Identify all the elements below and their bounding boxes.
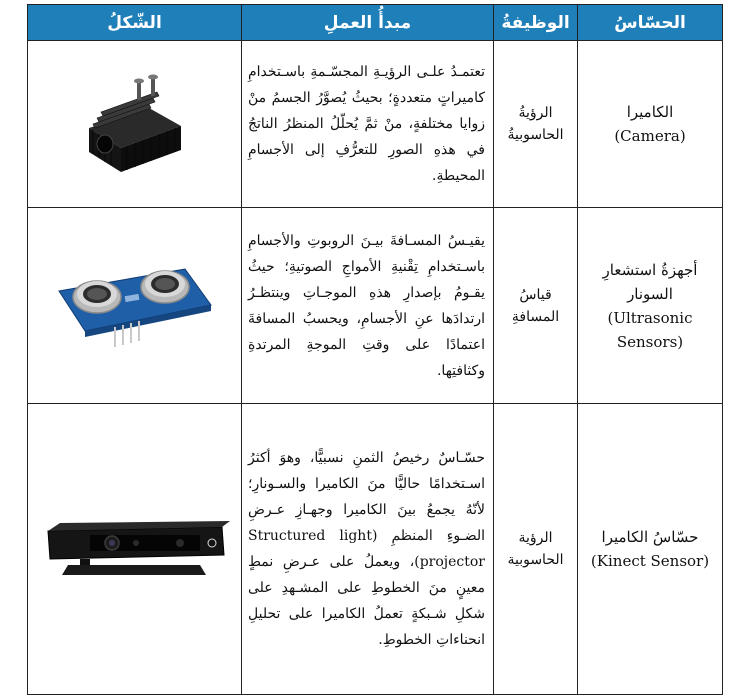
header-sensor: الحسّاسُ	[578, 5, 723, 41]
sensor-name-cell	[578, 208, 723, 404]
shape-cell	[28, 41, 242, 208]
function-cell	[494, 208, 578, 404]
function-line: الرؤيةُ	[518, 105, 553, 121]
principle-text: تعتمـدُ علـى الرؤيـةِ المجسّـمةِ باسـتخدامِ كاميراتٍ متعددةٍ؛ بحيثُ يُصوَّرُ الجسمُ منْ زوايا مختلفةٍ، منْ ثمَّ يُحلّلُ المنظرُ الناتجُ في هذهِ الصورِ للتعرُّفِ إلى الأجسامِ المحيطةِ.	[242, 41, 494, 208]
sensors-table	[27, 4, 723, 695]
header-principle: مبدأُ العملِ	[242, 5, 494, 41]
sensor-name-cell	[578, 41, 723, 208]
table-row	[28, 404, 723, 695]
principle-text: حسّـاسٌ رخيصُ الثمنِ نسبيًّا، وهوَ أكثرُ اسـتخدامًا حاليًّا منَ الكاميرا والسـونارِ؛ لأنّهُ يجمعُ بينَ الكاميرا وجهـازِ عـرضِ الضـوءِ المنظمِ (Structured light projector)، ويعملُ على عـرضِ نمطٍ معينٍ منَ الخطوطِ على المشـهدِ على شكلِ شـبكةٍ تعملُ الكاميرا على تحليلِ انحناءاتِ الخطوطِ.	[242, 404, 494, 695]
ultrasonic-sensor-image	[55, 261, 215, 351]
sensor-name-en: Sensors)	[616, 332, 684, 351]
sensor-name-en: (Kinect Sensor)	[590, 552, 710, 570]
function-cell	[494, 404, 578, 695]
heatsink-camera-image	[79, 68, 191, 180]
function-line: قياسُ	[519, 286, 552, 303]
function-cell	[494, 41, 578, 208]
header-shape: الشّكلُ	[28, 5, 242, 41]
function-line: الحاسوبيةُ	[507, 127, 564, 143]
sensor-name-en: (Camera)	[614, 127, 686, 145]
function-line: الرؤية	[518, 530, 553, 546]
sensor-name-en: (Ultrasonic	[607, 308, 693, 327]
header-function: الوظيفةُ	[494, 5, 578, 41]
kinect-sensor-image	[40, 519, 230, 579]
shape-cell	[28, 208, 242, 404]
principle-text: يقيـسُ المسـافةَ بيـنَ الروبوتِ والأجسامِ باسـتخدامِ تِقْنيةِ الأمواجِ الصوتيةِ؛ حيثُ يقـومُ بإصدارِ هذهِ الموجـاتِ وينتظـرُ ارتدادَها عنِ الأجسامِ، ويحسبُ المسافةَ اعتمادًا على وقتِ الموجةِ المرتدةِ وكثافتِها.	[242, 208, 494, 404]
function-line: الحاسوبية	[507, 552, 564, 568]
sensor-name: الكاميرا	[626, 103, 674, 121]
table-row	[28, 41, 723, 208]
sensor-name: أجهزةُ استشعارِ السونار	[602, 260, 698, 303]
sensor-name-cell	[578, 404, 723, 695]
sensor-name: حسّاسُ الكاميرا	[601, 528, 699, 546]
table-row	[28, 208, 723, 404]
shape-cell	[28, 404, 242, 695]
function-line: المسافةِ	[511, 308, 560, 325]
table-header-row	[28, 5, 723, 41]
